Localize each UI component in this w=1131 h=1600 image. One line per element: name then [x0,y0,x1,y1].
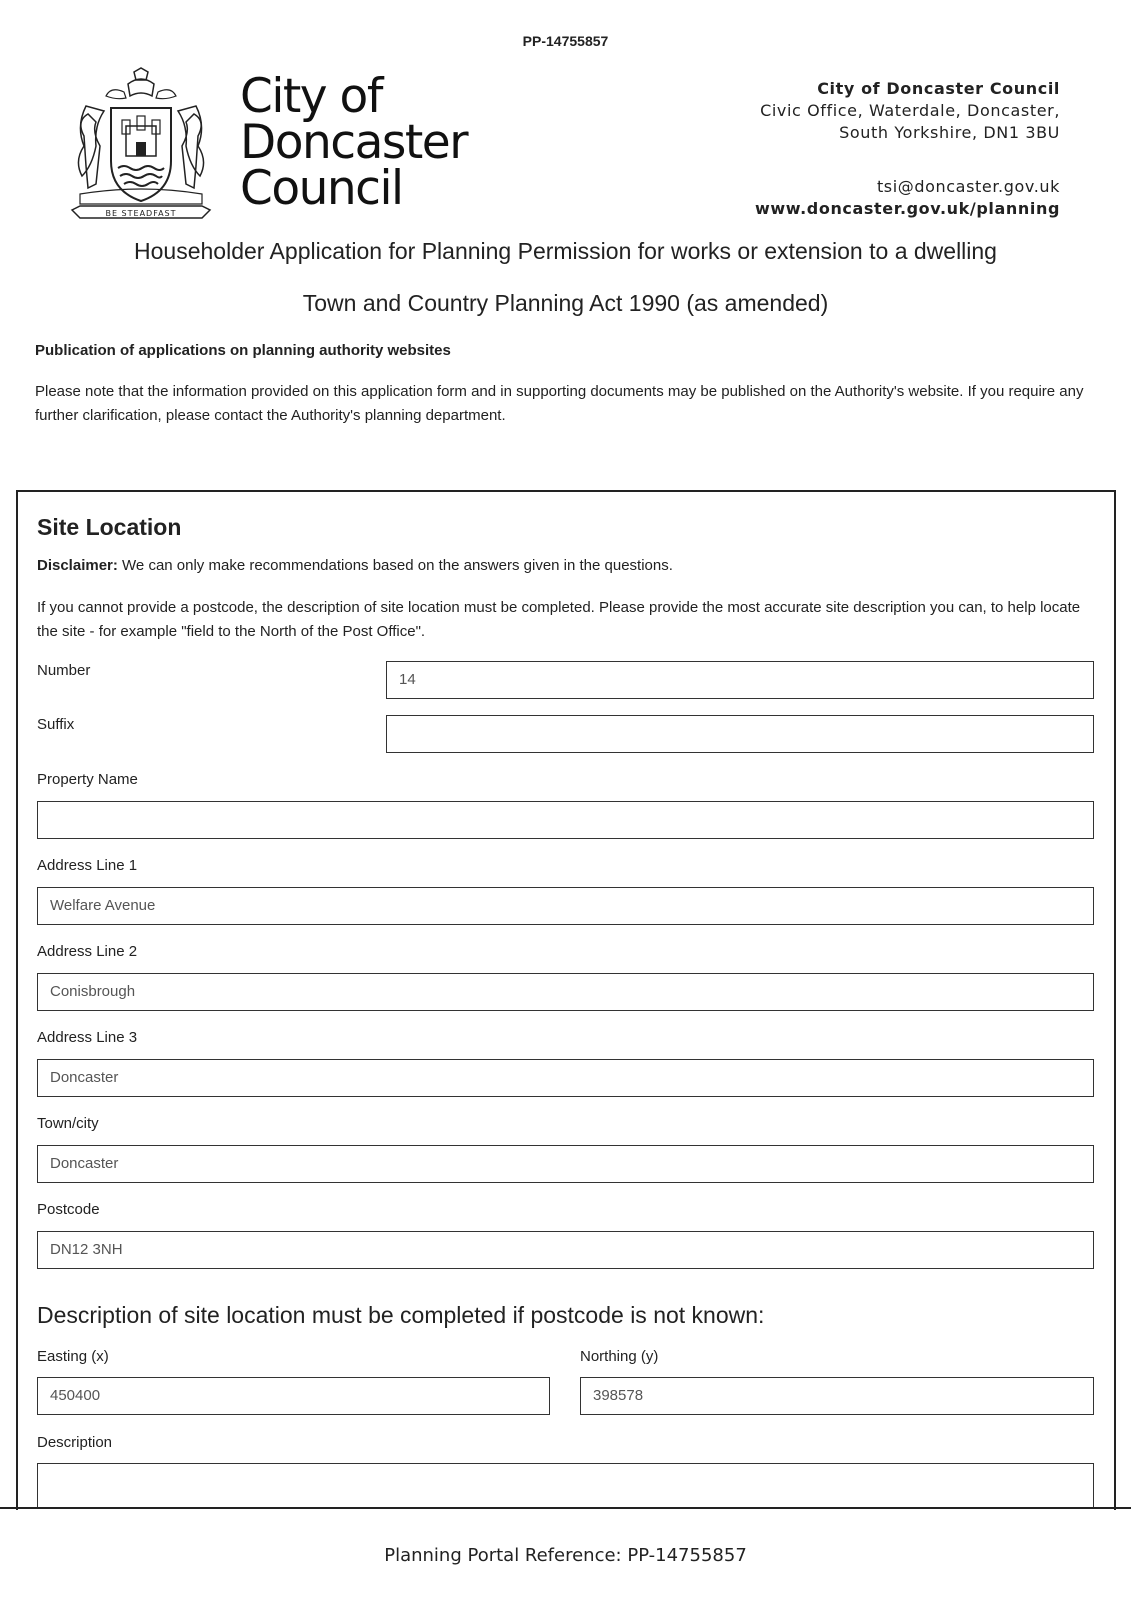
address-line-3-label: Address Line 3 [37,1029,138,1046]
property-name-label: Property Name [37,771,138,788]
description-label: Description [37,1434,113,1451]
easting-label: Easting (x) [37,1348,109,1365]
publication-text: Please note that the information provided on this application form and in supporting documents may be published on the Authority's website. If you require any further clarification, please contact the Authority's planning department. [35,383,1084,424]
council-email: tsi@doncaster.gov.uk [876,177,1060,196]
svg-text:BE STEADFAST: BE STEADFAST [105,209,177,218]
easting-field[interactable]: 450400 [37,1377,550,1415]
number-label: Number [37,662,91,679]
disclaimer-label: Disclaimer: [37,557,118,574]
council-org-name: City of Doncaster Council [817,79,1060,98]
address-line-1-label: Address Line 1 [37,857,138,874]
footer-divider [0,1507,1131,1509]
council-address [755,78,1060,220]
council-wordmark [240,69,468,216]
property-name-field[interactable] [37,801,1094,839]
address-line-3-field[interactable]: Doncaster [37,1059,1094,1097]
site-location-instructions: If you cannot provide a postcode, the description of site location must be completed. Please provide the most accurate site description you can, to help locate the site - for example "field to the North of the Post Office". [37,599,1081,640]
address-line-2-label: Address Line 2 [37,943,138,960]
council-crest-logo [66,66,216,226]
town-city-field[interactable]: Doncaster [37,1145,1094,1183]
description-heading: Description of site location must be completed if postcode is not known: [37,1302,765,1328]
northing-field[interactable]: 398578 [580,1377,1094,1415]
council-name-line-1: City of [240,69,382,124]
section-title: Site Location [37,514,182,540]
publication-heading: Publication of applications on planning authority websites [35,342,451,359]
disclaimer [37,557,673,574]
council-name-line-3: Council [240,161,403,216]
suffix-field[interactable] [386,715,1094,753]
footer-reference: Planning Portal Reference: PP-14755857 [384,1545,747,1566]
address-line-1-text: Civic Office, Waterdale, Doncaster, [760,101,1060,120]
address-line-2-text: South Yorkshire, DN1 3BU [839,123,1060,142]
description-field[interactable] [37,1463,1094,1507]
postcode-label: Postcode [37,1201,100,1218]
address-line-2-field[interactable]: Conisbrough [37,973,1094,1011]
disclaimer-text: We can only make recommendations based on the answers given in the questions. [117,557,673,574]
council-name-line-2: Doncaster [240,115,468,170]
page-subtitle: Town and Country Planning Act 1990 (as amended) [302,290,829,316]
number-field[interactable]: 14 [386,661,1094,699]
council-website: www.doncaster.gov.uk/planning [755,199,1060,218]
suffix-label: Suffix [37,716,75,733]
reference-number-top: PP-14755857 [522,33,609,49]
town-city-label: Town/city [37,1115,99,1132]
postcode-field[interactable]: DN12 3NH [37,1231,1094,1269]
northing-label: Northing (y) [580,1348,659,1365]
page-title: Householder Application for Planning Permission for works or extension to a dwelling [134,238,997,264]
address-line-1-field[interactable]: Welfare Avenue [37,887,1094,925]
